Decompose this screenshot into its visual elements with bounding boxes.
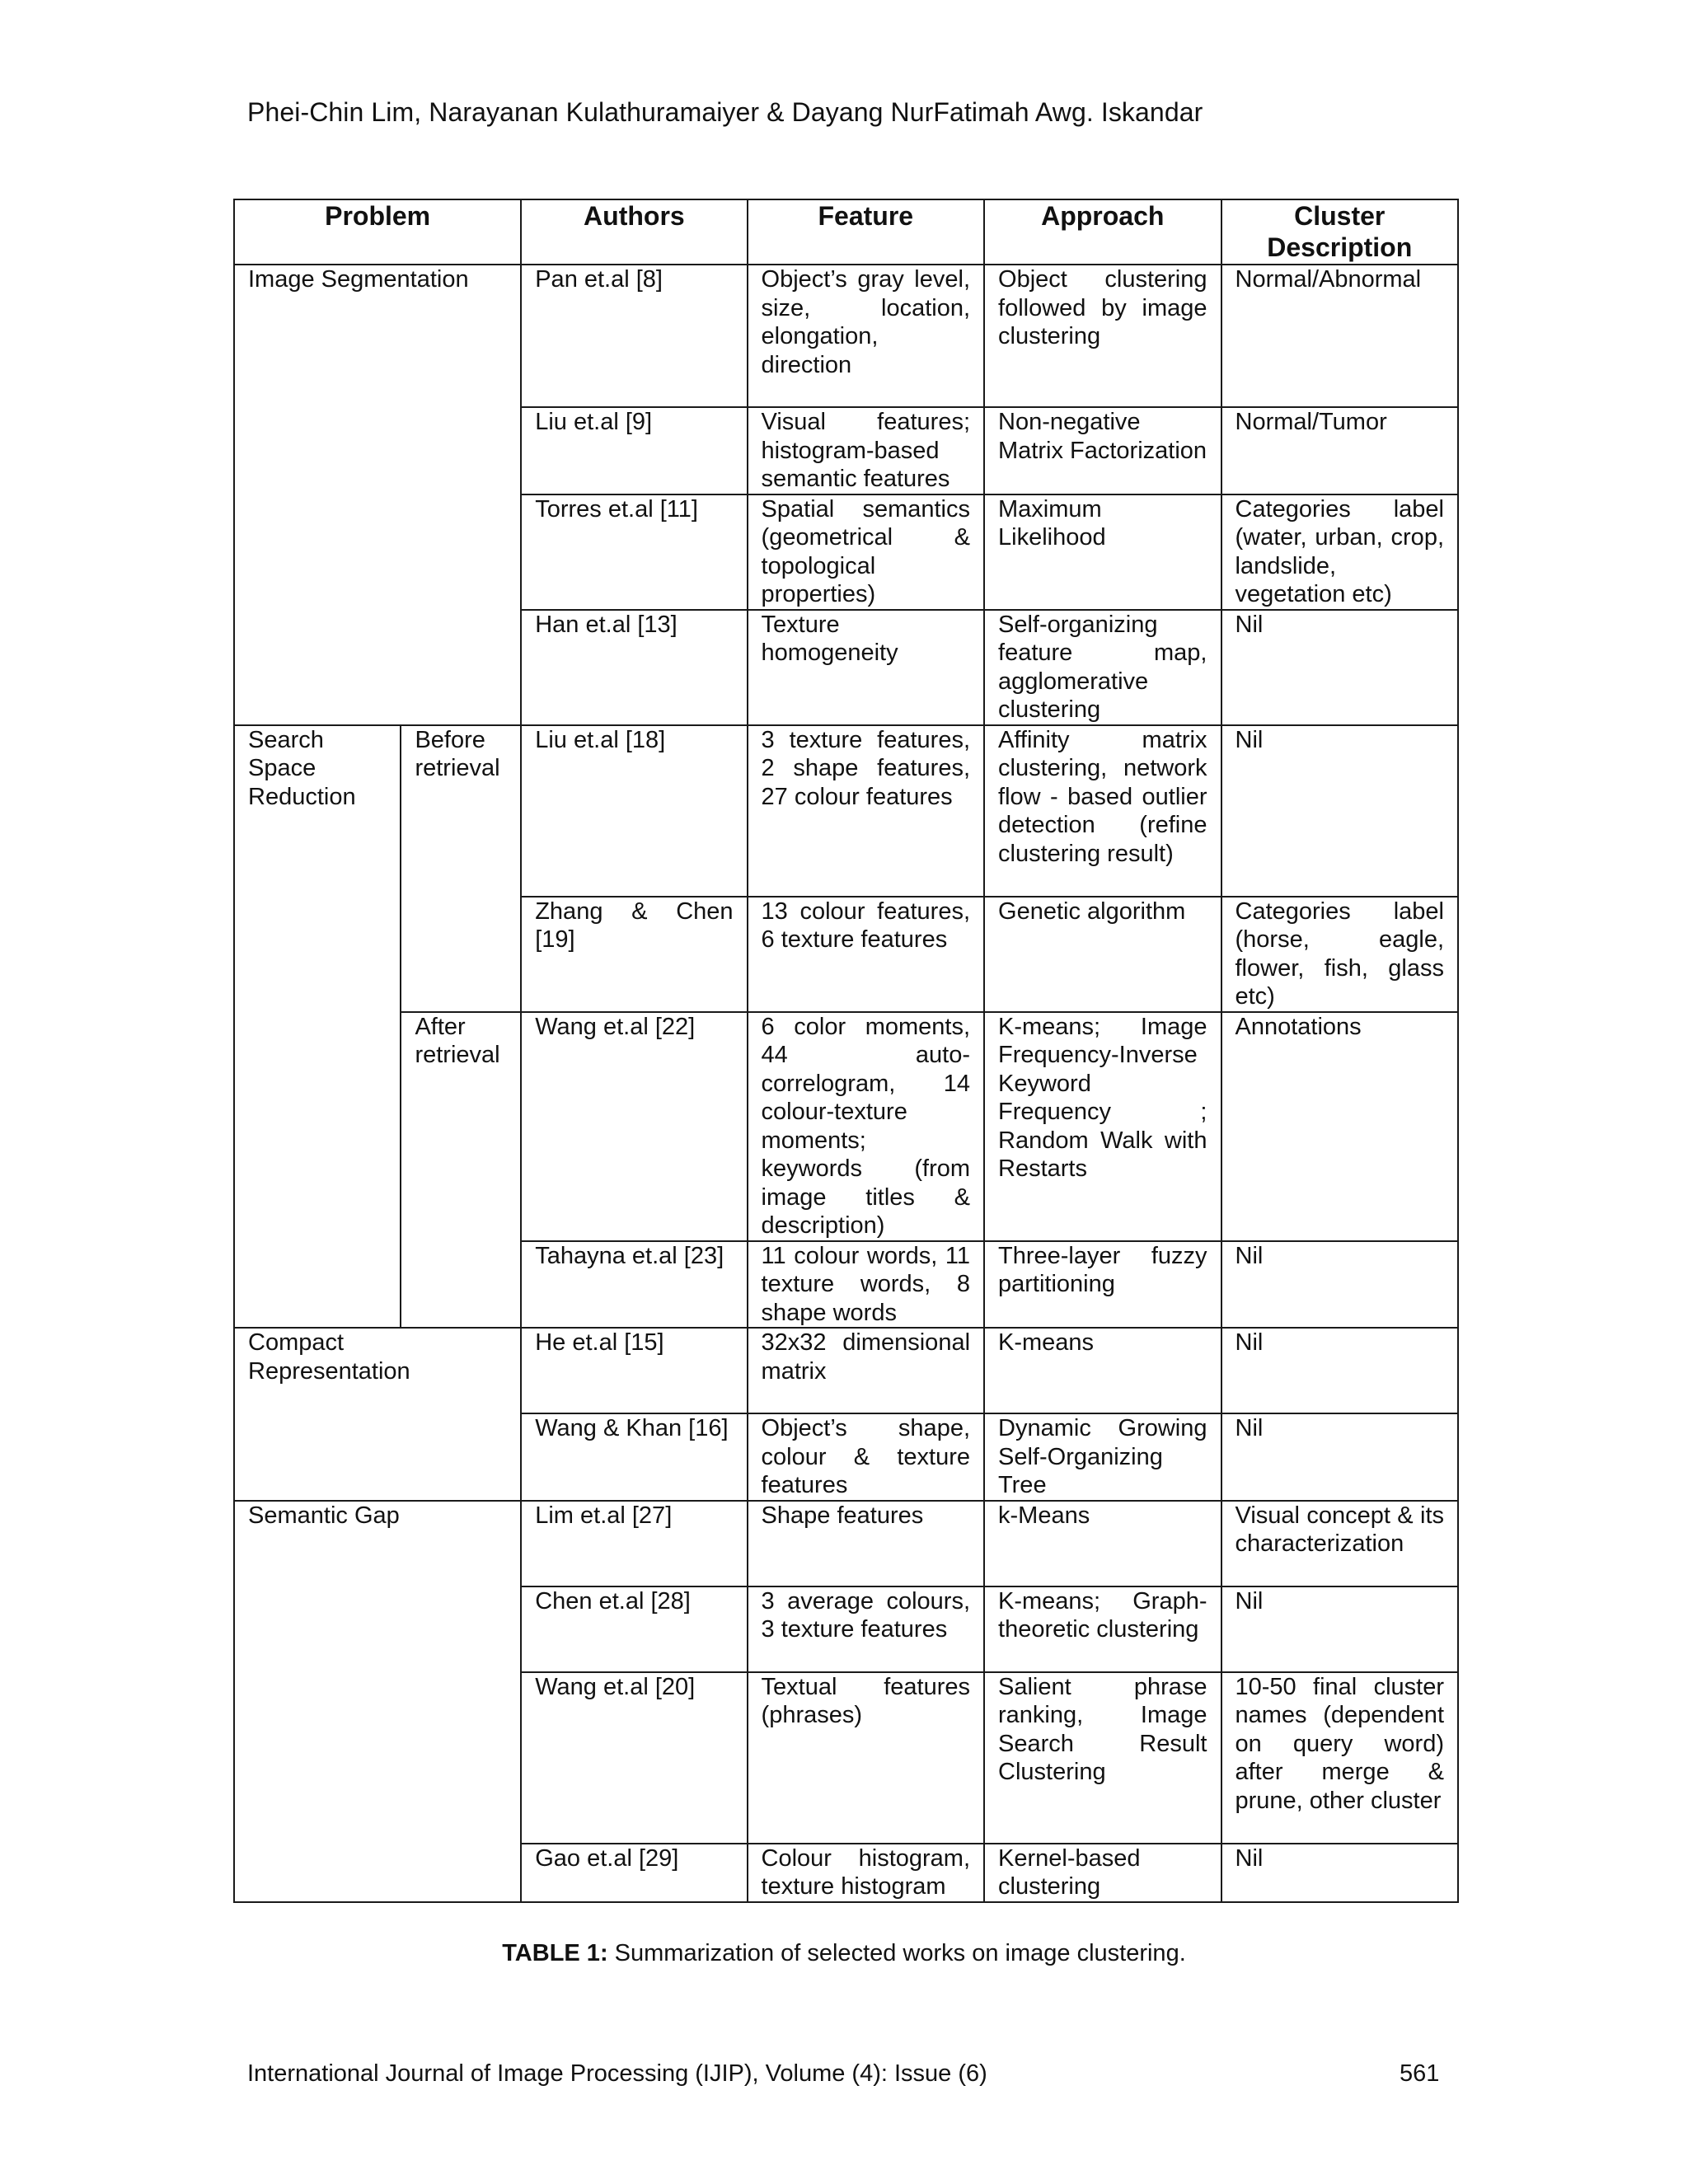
cell-authors: Pan et.al [8] (521, 265, 747, 407)
cell-approach: Three-layer fuzzy partitioning (984, 1241, 1221, 1329)
cell-feature: 3 average colours, 3 texture features (748, 1586, 984, 1672)
cell-cluster: Categories label (horse, eagle, flower, fish, glass etc) (1221, 897, 1459, 1012)
cell-authors: Torres et.al [11] (521, 494, 747, 610)
cell-feature: Object’s shape, colour & texture features (748, 1413, 984, 1501)
table-row (234, 725, 1458, 897)
cell-feature: Object’s gray level, size, location, elongation, direction (748, 265, 984, 407)
cell-authors: Gao et.al [29] (521, 1844, 747, 1902)
cell-feature: 3 texture features, 2 shape features, 27 colour features (748, 725, 984, 897)
cell-approach: Genetic algorithm (984, 897, 1221, 1012)
footer-journal: International Journal of Image Processing (IJIP), Volume (4): Issue (6) (247, 2060, 987, 2087)
caption-label: TABLE 1: (502, 1940, 608, 1966)
problem-compact-representation: Compact Representation (234, 1328, 521, 1501)
cell-cluster: Nil (1221, 1328, 1459, 1413)
cell-authors: Wang et.al [20] (521, 1672, 747, 1844)
cell-approach: Salient phrase ranking, Image Search Result Clustering (984, 1672, 1221, 1844)
cell-authors: He et.al [15] (521, 1328, 747, 1413)
cell-cluster: Normal/Abnormal (1221, 265, 1459, 407)
subproblem-after-retrieval: After retrieval (401, 1012, 521, 1329)
cell-approach: k-Means (984, 1501, 1221, 1586)
cell-approach: Non-negative Matrix Factorization (984, 407, 1221, 494)
page-number: 561 (1400, 2060, 1440, 2087)
cell-authors: Han et.al [13] (521, 610, 747, 725)
cell-feature: Colour histogram, texture histogram (748, 1844, 984, 1902)
cell-authors: Chen et.al [28] (521, 1586, 747, 1672)
cell-cluster: Nil (1221, 610, 1459, 725)
cell-approach: Maximum Likelihood (984, 494, 1221, 610)
cell-approach: Self-organizing feature map, agglomerative clustering (984, 610, 1221, 725)
cell-approach: Kernel-based clustering (984, 1844, 1221, 1902)
table-row (234, 1012, 1458, 1241)
cell-feature: 13 colour features, 6 texture features (748, 897, 984, 1012)
table-header-row (234, 199, 1458, 265)
cell-cluster: Annotations (1221, 1012, 1459, 1241)
problem-search-space-reduction: Search Space Reduction (234, 725, 401, 1329)
cell-cluster: Visual concept & its characterization (1221, 1501, 1459, 1586)
header-authors: Authors (521, 199, 747, 265)
cell-cluster: Nil (1221, 1844, 1459, 1902)
subproblem-before-retrieval: Before retrieval (401, 725, 521, 1012)
header-cluster-description: Cluster Description (1221, 199, 1459, 265)
cell-feature: Visual features; histogram-based semantic features (748, 407, 984, 494)
header-problem: Problem (234, 199, 521, 265)
problem-semantic-gap: Semantic Gap (234, 1501, 521, 1902)
cell-authors: Lim et.al [27] (521, 1501, 747, 1586)
cell-cluster: Normal/Tumor (1221, 407, 1459, 494)
cell-cluster: Categories label (water, urban, crop, landslide, vegetation etc) (1221, 494, 1459, 610)
summary-table (233, 199, 1459, 1903)
cell-approach: K-means; Graph-theoretic clustering (984, 1586, 1221, 1672)
cell-authors: Liu et.al [18] (521, 725, 747, 897)
running-head: Phei-Chin Lim, Narayanan Kulathuramaiyer & Dayang NurFatimah Awg. Iskandar (247, 97, 1203, 127)
cell-authors: Wang et.al [22] (521, 1012, 747, 1241)
table-row (234, 265, 1458, 407)
cell-feature: Texture homogeneity (748, 610, 984, 725)
cell-feature: Spatial semantics (geometrical & topological properties) (748, 494, 984, 610)
cell-cluster: Nil (1221, 1586, 1459, 1672)
cell-approach: K-means (984, 1328, 1221, 1413)
cell-feature: Textual features (phrases) (748, 1672, 984, 1844)
cell-approach: Dynamic Growing Self-Organizing Tree (984, 1413, 1221, 1501)
cell-authors: Liu et.al [9] (521, 407, 747, 494)
cell-feature: Shape features (748, 1501, 984, 1586)
cell-authors: Wang & Khan [16] (521, 1413, 747, 1501)
cell-approach: K-means; Image Frequency-Inverse Keyword Frequency ; Random Walk with Restarts (984, 1012, 1221, 1241)
cell-cluster: 10-50 final cluster names (dependent on query word) after merge & prune, other cluster (1221, 1672, 1459, 1844)
caption-text: Summarization of selected works on image clustering. (607, 1940, 1186, 1966)
problem-image-segmentation: Image Segmentation (234, 265, 521, 725)
cell-authors: Zhang & Chen [19] (521, 897, 747, 1012)
header-feature: Feature (748, 199, 984, 265)
cell-feature: 6 color moments, 44 auto-correlogram, 14 colour-texture moments; keywords (from image titles & description) (748, 1012, 984, 1241)
table-row (234, 1328, 1458, 1413)
cell-cluster: Nil (1221, 1241, 1459, 1329)
cell-feature: 11 colour words, 11 texture words, 8 shape words (748, 1241, 984, 1329)
cell-cluster: Nil (1221, 1413, 1459, 1501)
table-row (234, 1501, 1458, 1586)
cell-approach: Affinity matrix clustering, network flow - based outlier detection (refine clustering result) (984, 725, 1221, 897)
cell-approach: Object clustering followed by image clustering (984, 265, 1221, 407)
header-approach: Approach (984, 199, 1221, 265)
cell-cluster: Nil (1221, 725, 1459, 897)
cell-feature: 32x32 dimensional matrix (748, 1328, 984, 1413)
table-caption (0, 1940, 1688, 1967)
cell-authors: Tahayna et.al [23] (521, 1241, 747, 1329)
